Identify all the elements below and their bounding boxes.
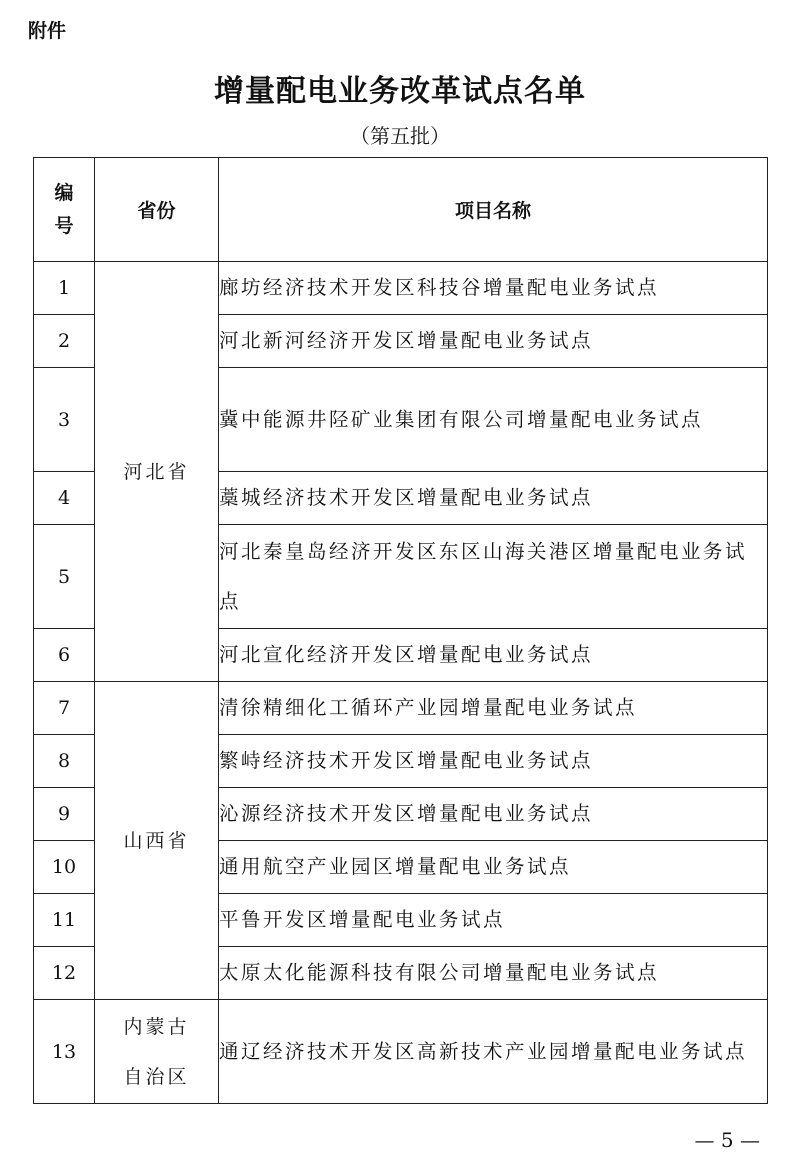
row-number: 7 — [34, 682, 95, 735]
project-name: 平鲁开发区增量配电业务试点 — [219, 894, 768, 947]
row-number: 5 — [34, 525, 95, 629]
attachment-label: 附件 — [28, 20, 67, 42]
row-number: 3 — [34, 368, 95, 472]
province-name-line1: 内蒙古 — [123, 1015, 190, 1038]
table-header-row — [34, 158, 768, 262]
header-number — [34, 158, 95, 262]
row-number: 13 — [34, 1000, 95, 1104]
province-name-line2: 自治区 — [123, 1065, 190, 1088]
row-number: 10 — [34, 841, 95, 894]
table-row — [34, 1000, 768, 1104]
project-name: 通用航空产业园区增量配电业务试点 — [219, 841, 768, 894]
project-name: 藁城经济技术开发区增量配电业务试点 — [219, 472, 768, 525]
province-cell — [95, 1000, 219, 1104]
row-number: 11 — [34, 894, 95, 947]
project-name: 清徐精细化工循环产业园增量配电业务试点 — [219, 682, 768, 735]
row-number: 8 — [34, 735, 95, 788]
row-number: 2 — [34, 315, 95, 368]
province-cell: 河北省 — [95, 262, 219, 682]
project-name: 繁峙经济技术开发区增量配电业务试点 — [219, 735, 768, 788]
row-number: 6 — [34, 629, 95, 682]
province-cell: 山西省 — [95, 682, 219, 1000]
header-number-line2: 号 — [54, 214, 74, 237]
project-name: 通辽经济技术开发区高新技术产业园增量配电业务试点 — [219, 1000, 768, 1104]
row-number: 1 — [34, 262, 95, 315]
row-number: 12 — [34, 947, 95, 1000]
page-number: — 5 — — [694, 1128, 760, 1152]
project-name: 廊坊经济技术开发区科技谷增量配电业务试点 — [219, 262, 768, 315]
row-number: 4 — [34, 472, 95, 525]
project-name: 河北秦皇岛经济开发区东区山海关港区增量配电业务试点 — [219, 525, 768, 629]
project-name: 河北新河经济开发区增量配电业务试点 — [219, 315, 768, 368]
project-name: 沁源经济技术开发区增量配电业务试点 — [219, 788, 768, 841]
table-row — [34, 262, 768, 315]
header-number-line1: 编 — [54, 181, 74, 204]
project-name: 河北宣化经济开发区增量配电业务试点 — [219, 629, 768, 682]
header-province: 省份 — [95, 158, 219, 262]
project-name: 太原太化能源科技有限公司增量配电业务试点 — [219, 947, 768, 1000]
table-row — [34, 682, 768, 735]
document-subtitle: （第五批） — [350, 124, 450, 148]
header-project: 项目名称 — [219, 158, 768, 262]
pilot-list-table — [33, 157, 768, 1104]
project-name: 冀中能源井陉矿业集团有限公司增量配电业务试点 — [219, 368, 768, 472]
document-title: 增量配电业务改革试点名单 — [214, 74, 586, 109]
row-number: 9 — [34, 788, 95, 841]
